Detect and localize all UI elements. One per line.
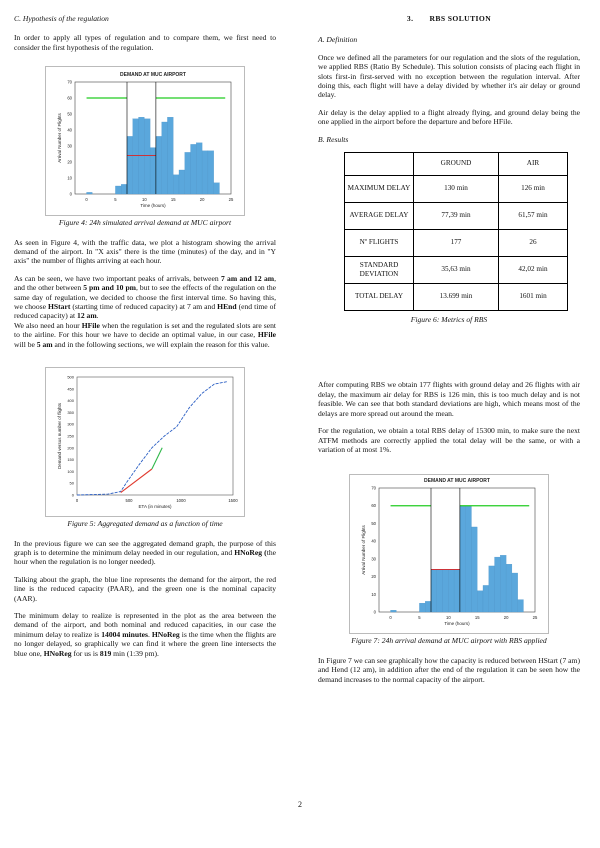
- histogram-bar: [518, 600, 524, 612]
- table-cell: AVERAGE DELAY: [345, 203, 414, 230]
- histogram-bar: [391, 611, 397, 613]
- figure-5-caption: Figure 5: Aggregated demand as a function of time: [67, 519, 223, 529]
- y-tick-label: 40: [67, 127, 72, 133]
- chart-title: DEMAND AT MUC AIRPORT: [424, 478, 490, 485]
- figure-7-caption: Figure 7: 24h arrival demand at MUC airport with RBS applied: [351, 636, 547, 646]
- table-row: [345, 257, 568, 284]
- histogram-bar: [506, 564, 512, 612]
- figure-frame: [46, 368, 245, 517]
- subsection-results: B. Results: [318, 134, 349, 144]
- table-header-row: [345, 153, 568, 176]
- histogram-bar: [173, 175, 179, 194]
- figure-4: [45, 66, 245, 216]
- x-tick-label: 25: [228, 197, 234, 203]
- y-tick-label: 0: [373, 609, 376, 615]
- y-tick-label: 200: [67, 445, 74, 451]
- x-tick-label: 1500: [228, 498, 238, 504]
- histogram-bar: [121, 185, 127, 195]
- paragraph-fig4: As seen in Figure 4, with the traffic data, we plot a histogram showing the arrival demand of the airport. In "X axis" there is the time (minutes) of the day, and in "Y axis" the number of flights arriving at each hour.: [14, 237, 276, 266]
- y-tick-label: 500: [67, 374, 74, 380]
- table-cell: 13.699 min: [414, 284, 499, 311]
- metrics-table: [344, 152, 568, 311]
- section-title-rbs: 3. RBS SOLUTION: [406, 14, 492, 23]
- table-header-cell: AIR: [499, 153, 568, 176]
- histogram-bar: [448, 570, 454, 613]
- y-tick-label: 30: [371, 556, 376, 562]
- histogram-bar: [208, 151, 214, 194]
- paragraph-after-rbs: After computing RBS we obtain 177 flights with ground delay and 26 flights with air delay, the maximum air delay for RBS is 126 min, this is too much delay and is not feasible. We can see that both standard deviations are high, which means most of the delays are more spread out around the mean.: [318, 380, 580, 418]
- paragraph-definition: Once we defined all the parameters for our regulation and the slots of the regulation, we applied RBS (Ratio By Schedule). This solution consists of placing each flight in slots first-in first-served with no exception between the regulation interval. After doing this, each flight will have a delay divided by whether it's air delay or ground delay.: [318, 52, 580, 100]
- y-tick-label: 100: [67, 468, 74, 474]
- chart-demand-simulated: [45, 66, 245, 216]
- histogram-bar: [454, 570, 460, 613]
- histogram-bar: [179, 170, 185, 194]
- table-cell: 35,63 min: [414, 257, 499, 284]
- table-header-cell: [345, 153, 414, 176]
- y-axis-label: Arrival Number of Flights: [361, 525, 366, 576]
- histogram-bar: [489, 566, 495, 612]
- y-tick-label: 0: [71, 492, 74, 498]
- y-tick-label: 50: [67, 111, 72, 117]
- x-tick-label: 0: [75, 498, 79, 504]
- table-cell: Nº FLIGHTS: [345, 230, 414, 257]
- left-column: [14, 14, 276, 666]
- y-tick-label: 400: [67, 398, 74, 404]
- histogram-bar: [214, 183, 220, 194]
- y-tick-label: 20: [371, 574, 376, 580]
- histogram-bar: [500, 556, 506, 613]
- y-tick-label: 20: [67, 159, 72, 165]
- histogram-bar: [477, 591, 483, 612]
- y-tick-label: 10: [371, 592, 376, 598]
- table-cell: 61,57 min: [499, 203, 568, 230]
- subsection-definition: A. Definition: [318, 35, 358, 45]
- histogram-bar: [512, 573, 518, 612]
- chart-aggregated-demand: [45, 367, 245, 517]
- histogram-bar: [127, 137, 133, 195]
- page-number: 2: [298, 800, 302, 809]
- table-row: [345, 284, 568, 311]
- histogram-bar: [483, 586, 489, 613]
- figure-6-caption: Figure 6: Metrics of RBS: [410, 315, 488, 325]
- histogram-bar: [460, 506, 466, 612]
- table-row: [345, 230, 568, 257]
- histogram-bar: [185, 153, 191, 195]
- x-tick-label: 20: [503, 615, 509, 621]
- paragraph-air-delay: Air delay is the delay applied to a flight already flying, and ground delay being the one applied in the airport before the departure and before HFile.: [318, 107, 580, 127]
- histogram-bar: [431, 570, 437, 613]
- paragraph-minimum-delay: The minimum delay to realize is represented in the plot as the area between the demand of the airport, and both nominal and reduced capacities, in our case the minimum delay to realize is 14004 minutes. HNoReg is the time when the flights are no longer delayed, so graphically we can find it where the green line intersects the blue one, HNoReg for us is 819 min (1:39 pm).: [14, 610, 276, 658]
- y-tick-label: 30: [67, 143, 72, 149]
- y-tick-label: 10: [67, 175, 72, 181]
- histogram-bar: [419, 603, 425, 612]
- y-tick-label: 150: [67, 457, 74, 463]
- y-axis-label: Arrival Number of Flights: [57, 113, 62, 163]
- y-tick-label: 0: [69, 191, 72, 197]
- y-tick-label: 350: [67, 409, 74, 415]
- table-cell: TOTAL DELAY: [345, 284, 414, 311]
- histogram-bar: [202, 151, 208, 194]
- x-axis-label: ETA (in minutes): [138, 504, 172, 510]
- table-cell: 1601 min: [499, 284, 568, 311]
- y-axis-label: Demand versus number of flights: [57, 403, 62, 470]
- paragraph-talking: Talking about the graph, the blue line represents the demand for the airport, the red line is the reduced capacity (PAAR), and the green one is the nominal capacity (AAR).: [14, 574, 276, 603]
- x-tick-label: 15: [170, 197, 176, 203]
- histogram-bar: [115, 186, 121, 194]
- histogram-bar: [466, 506, 472, 612]
- histogram-bar: [167, 117, 173, 194]
- figure-7: [349, 474, 549, 634]
- histogram-bar: [133, 119, 139, 194]
- paragraph-fig5: In the previous figure we can see the aggregated demand graph, the purpose of this graph is to determine the minimum delay needed in our regulation, and HNoReg (the hour when the regulation is no longer needed).: [14, 538, 276, 567]
- paragraph-intro: In order to apply all types of regulation and to compare them, we first need to consider the first hypothesis of the regulation.: [14, 33, 276, 52]
- x-tick-label: 10: [141, 197, 147, 203]
- y-tick-label: 50: [69, 480, 74, 486]
- x-tick-label: 20: [199, 197, 205, 203]
- x-tick-label: 25: [532, 615, 538, 621]
- section-title-hypothesis: C. Hypothesis of the regulation: [14, 14, 109, 23]
- y-tick-label: 250: [67, 433, 74, 439]
- histogram-bar: [437, 570, 443, 613]
- x-tick-label: 5: [418, 615, 421, 621]
- x-tick-label: 0: [85, 197, 88, 203]
- histogram-bar: [144, 119, 150, 194]
- table-cell: 126 min: [499, 176, 568, 203]
- y-tick-label: 60: [371, 503, 376, 509]
- x-tick-label: 10: [445, 615, 451, 621]
- paragraph-hfile: We also need an hour HFile when the regulation is set and the regulated slots are sent to the airline. For this hour we have to decide an optimal value, in our case, HFile will be 5 am and in the following sections, we will explain the reason for this value.: [14, 320, 276, 349]
- x-tick-label: 500: [125, 498, 133, 504]
- y-tick-label: 50: [371, 521, 376, 527]
- histogram-bar: [162, 122, 168, 194]
- y-tick-label: 40: [371, 538, 376, 544]
- right-column: [318, 14, 580, 692]
- histogram-bar: [87, 193, 93, 195]
- x-axis-label: Time (hours): [140, 203, 166, 209]
- paragraph-total-delay: For the regulation, we obtain a total RBS delay of 15300 min, to make sure the next ATFM methods are correctly applied the total delay will be the same, or with a variation of at most 1%.: [318, 426, 580, 454]
- y-tick-label: 70: [67, 79, 72, 85]
- table-row: [345, 176, 568, 203]
- table-cell: 42,02 min: [499, 257, 568, 284]
- y-tick-label: 60: [67, 95, 72, 101]
- paragraph-peaks: As can be seen, we have two important peaks of arrivals, between 7 am and 12 am, and the other between 5 pm and 10 pm, but to see the effects of the regulation on the same day of regulation, we decided to choose the first interval time. So having this, we choose HStart (starting time of reduced capacity) at 7 am and HEnd (end time of reduced capacity) at 12 am.: [14, 273, 276, 321]
- histogram-bar: [495, 557, 501, 612]
- chart-demand-rbs: [349, 474, 549, 634]
- table-cell: 130 min: [414, 176, 499, 203]
- chart-title: DEMAND AT MUC AIRPORT: [120, 72, 186, 79]
- histogram-bar: [156, 137, 162, 195]
- x-tick-label: 0: [389, 615, 392, 621]
- y-tick-label: 450: [67, 386, 74, 392]
- histogram-bar: [150, 148, 156, 194]
- x-axis-label: Time (hours): [444, 621, 470, 627]
- x-tick-label: 15: [474, 615, 480, 621]
- table-cell: 177: [414, 230, 499, 257]
- y-tick-label: 70: [371, 485, 376, 491]
- y-tick-label: 300: [67, 421, 74, 427]
- histogram-bar: [425, 602, 431, 613]
- table-row: [345, 203, 568, 230]
- table-header-cell: GROUND: [414, 153, 499, 176]
- histogram-bar: [196, 143, 202, 194]
- figure-4-caption: Figure 4: 24h simulated arrival demand at MUC airport: [58, 218, 232, 228]
- x-tick-label: 5: [114, 197, 117, 203]
- table-cell: 26: [499, 230, 568, 257]
- x-tick-label: 1000: [176, 498, 186, 504]
- figure-5: [45, 367, 245, 517]
- histogram-bar: [443, 570, 449, 613]
- histogram-bar: [471, 527, 477, 612]
- histogram-bar: [191, 145, 197, 195]
- paragraph-fig7: In Figure 7 we can see graphically how the capacity is reduced between HStart (7 am) and Hend (12 am), in addition after the end of the regulation it can be seen how the demand increases to the normal capacity of the airport.: [318, 655, 580, 684]
- table-cell: MAXIMUM DELAY: [345, 176, 414, 203]
- table-cell: STANDARD DEVIATION: [345, 257, 414, 284]
- table-cell: 77,39 min: [414, 203, 499, 230]
